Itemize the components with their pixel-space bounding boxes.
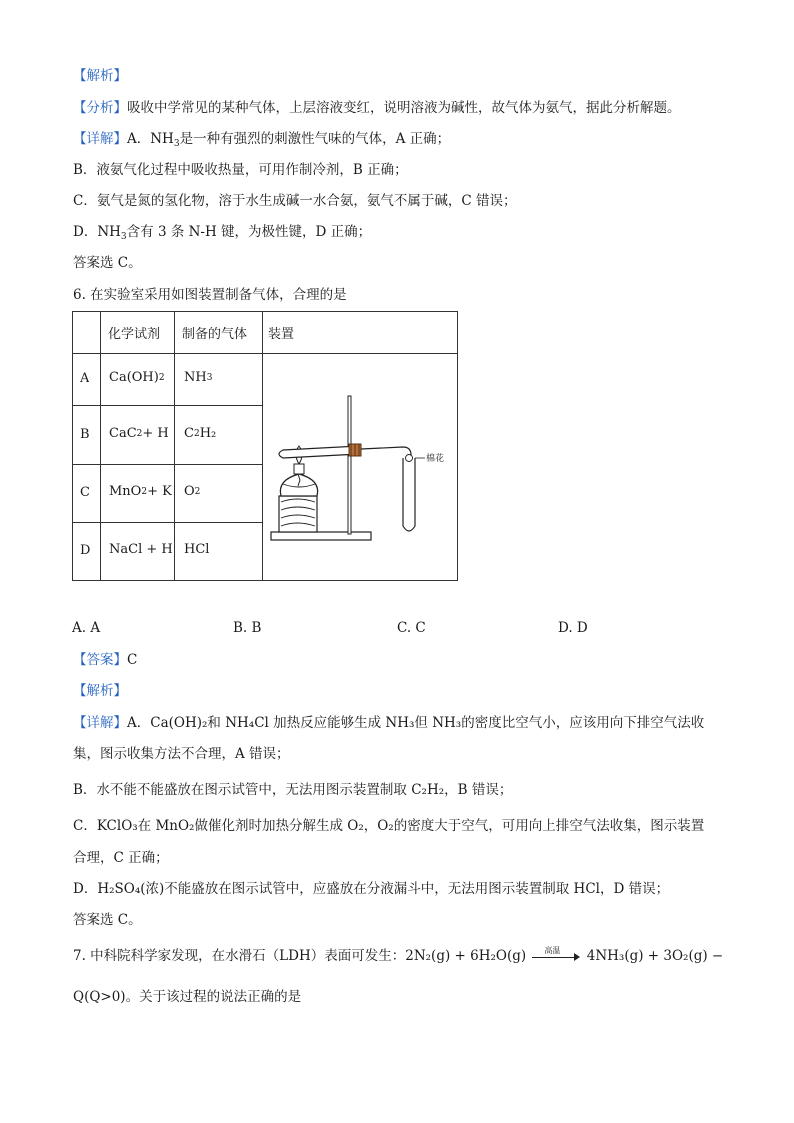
cotton-label: 棉花 [426,454,445,464]
stand-rod [348,396,351,534]
exp-d: D．H₂SO₄(浓)不能盛放在图示试管中，应盛放在分液漏斗中，无法用图示装置制取 HCl，D 错误； [73,881,670,897]
exp-a-2: 集，图示收集方法不合理，A 错误； [73,746,290,762]
exp-b: B．水不能不能盛放在图示试管中，无法用图示装置制取 C₂H₂，B 错误； [73,782,513,798]
option-b[interactable]: B. B [233,620,262,636]
line-d [73,222,371,247]
exp-c-2: 合理，C 正确； [73,850,169,866]
analysis-header: 【解析】 [73,68,127,84]
arrow-label: 高温 [544,945,561,955]
row-reagent: MnO 2 + K [109,484,172,499]
q6-stem: 6. 在实验室采用如图装置制备气体，合理的是 [73,287,347,303]
q7-stem-1-text: 7. 中科院科学家发现，在水滑石（LDH）表面可发生：2N₂(g) + 6H₂O(g) [73,948,527,964]
q7-stem-1 [73,946,723,966]
stand-base [271,532,371,540]
q6-table [72,311,458,581]
q6-xiangjie-tag: 【详解】 [73,715,127,731]
option-c[interactable]: C. C [397,620,426,636]
line-d-sub: 3 [120,232,127,242]
q6-answer-line [73,650,137,670]
line-d-pre: D．NH [73,224,121,240]
row-gas: NH 3 [184,370,213,385]
answer-tag: 【答案】 [73,652,127,668]
fenxi-line [73,98,681,118]
row-gas: HCl [184,542,210,557]
wood-block [279,496,317,532]
exp-a-1 [73,713,704,733]
row-label: A [80,371,90,386]
row-label: B [80,427,90,442]
row-reagent: Ca(OH) 2 [109,370,165,385]
fenxi-tag: 【分析】 [73,100,127,116]
answer-value: C [127,652,138,668]
row-label: C [80,485,90,500]
option-d[interactable]: D. D [558,620,588,636]
test-tube [279,446,359,458]
header-reagent: 化学试剂 [108,327,161,342]
row-gas: C 2 H₂ [184,426,217,441]
xiangjie-line-a [73,129,450,154]
line-a-pre: A．NH [127,131,174,147]
row-gas: O 2 [184,484,201,499]
line-a-sub: 3 [173,139,180,149]
reaction-arrow [530,945,582,964]
row-reagent: CaC 2 + H [109,426,169,441]
exp-a-1-text: A．Ca(OH)₂和 NH₄Cl 加热反应能够生成 NH₃但 NH₃的密度比空气小，应该用向下排空气法收 [127,715,705,731]
line-d-post: 含有 3 条 N-H 键，为极性键，D 正确； [126,224,372,240]
line-a-post: 是一种有强烈的刺激性气味的气体，A 正确； [179,131,451,147]
row-reagent: NaCl + H [109,542,173,557]
line-b: B．液氨气化过程中吸收热量，可用作制冷剂，B 正确； [73,162,408,178]
apparatus-diagram [263,354,457,580]
exp-c-1: C．KClO₃在 MnO₂做催化剂时加热分解生成 O₂，O₂的密度大于空气，可用向上排空气法收集，图示装置 [73,818,705,834]
xiangjie-tag: 【详解】 [73,131,127,147]
row-label: D [80,543,91,558]
q7-stem-2: Q(Q>0)。关于该过程的说法正确的是 [73,989,302,1005]
header-gas: 制备的气体 [182,327,248,342]
header-apparatus: 装置 [268,327,295,342]
collecting-tube [403,458,415,531]
fenxi-text: 吸收中学常见的某种气体，上层溶液变红，说明溶液为碱性，故气体为氨气，据此分析解题。 [127,100,681,116]
q6-analysis-header: 【解析】 [73,683,127,699]
option-a[interactable]: A. A [72,620,101,636]
q5-answer: 答案选 C。 [73,255,142,271]
cotton [406,455,413,462]
q7-stem-1-tail: 4NH₃(g) + 3O₂(g) − [586,948,724,964]
q6-answer: 答案选 C。 [73,912,142,928]
line-c: C．氨气是氮的氢化物，溶于水生成碱一水合氨，氨气不属于碱，C 错误； [73,193,517,209]
